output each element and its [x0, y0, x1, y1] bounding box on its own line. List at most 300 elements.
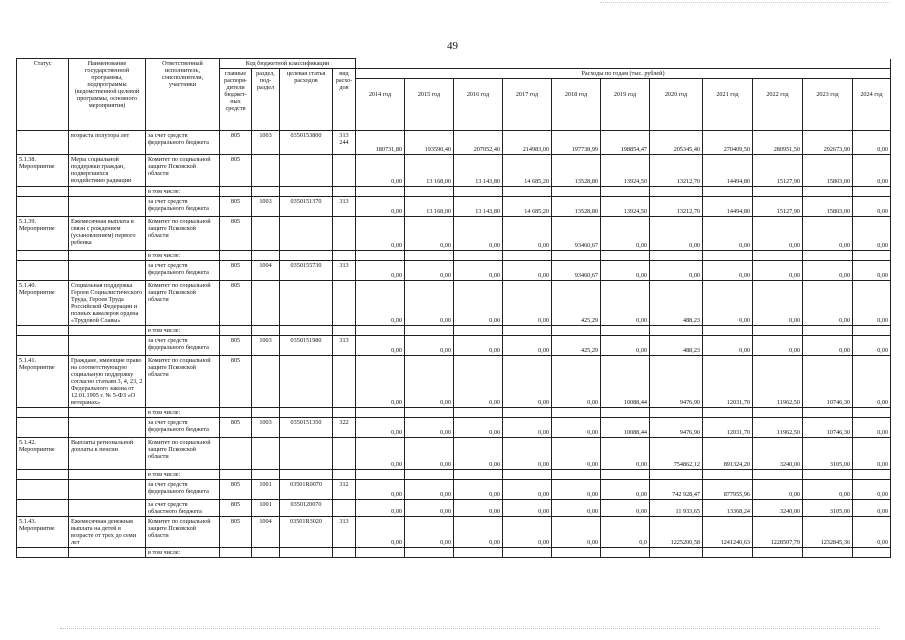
- value-cell: 0,00: [853, 356, 891, 408]
- value-cell: 0,00: [601, 281, 650, 326]
- status-cell: 5.1.42. Мероприятие: [17, 438, 69, 470]
- status-cell: 5.1.40. Мероприятие: [17, 281, 69, 326]
- value-cell: [601, 408, 650, 418]
- value-cell: 12031,70: [703, 418, 753, 438]
- header-year: 2020 год: [650, 79, 703, 131]
- value-cell: 13212,70: [650, 155, 703, 187]
- value-cell: [552, 548, 601, 558]
- status-cell: [17, 470, 69, 480]
- header-year: 2017 год: [503, 79, 552, 131]
- value-cell: 0,00: [703, 217, 753, 251]
- name-cell: [69, 197, 146, 217]
- header-expenses: Расходы по годам (тыс. рублей): [356, 69, 891, 79]
- value-cell: 15803,00: [803, 197, 853, 217]
- value-cell: 15127,90: [753, 155, 803, 187]
- value-cell: [356, 548, 405, 558]
- value-cell: [356, 187, 405, 197]
- value-cell: 0,00: [454, 281, 503, 326]
- value-cell: [853, 408, 891, 418]
- grbs-cell: [220, 187, 252, 197]
- value-cell: 0,00: [853, 155, 891, 187]
- value-cell: 0,00: [753, 336, 803, 356]
- value-cell: 0,00: [454, 336, 503, 356]
- responsible-cell: в том числе:: [146, 548, 220, 558]
- csr-cell: 0350120070: [280, 500, 333, 517]
- value-cell: [703, 326, 753, 336]
- value-cell: 9476,90: [650, 418, 703, 438]
- responsible-cell: за счет средств федерального бюджета: [146, 197, 220, 217]
- value-cell: 197738,99: [552, 131, 601, 155]
- value-cell: 15127,90: [753, 197, 803, 217]
- value-cell: [356, 470, 405, 480]
- value-cell: [753, 251, 803, 261]
- csr-cell: [280, 155, 333, 187]
- scan-artifact: [600, 2, 890, 4]
- value-cell: [552, 251, 601, 261]
- value-cell: 0,00: [405, 217, 454, 251]
- grbs-cell: [220, 251, 252, 261]
- value-cell: [703, 251, 753, 261]
- value-cell: 10746,30: [803, 356, 853, 408]
- value-cell: 0,00: [753, 480, 803, 500]
- status-cell: [17, 187, 69, 197]
- value-cell: 13368,24: [703, 500, 753, 517]
- rz-cell: [252, 408, 280, 418]
- value-cell: 0,00: [356, 418, 405, 438]
- value-cell: [601, 326, 650, 336]
- value-cell: 14 685,20: [503, 155, 552, 187]
- rz-cell: 1003: [252, 418, 280, 438]
- value-cell: 0,00: [753, 281, 803, 326]
- value-cell: [650, 251, 703, 261]
- vr-cell: [333, 281, 356, 326]
- value-cell: 0,00: [356, 197, 405, 217]
- name-cell: [69, 251, 146, 261]
- header-year: 2018 год: [552, 79, 601, 131]
- value-cell: 0,00: [356, 336, 405, 356]
- name-cell: [69, 336, 146, 356]
- value-cell: [803, 548, 853, 558]
- header-status: Статус: [17, 59, 69, 131]
- value-cell: [703, 408, 753, 418]
- page-number: 49: [447, 40, 458, 52]
- value-cell: [405, 470, 454, 480]
- value-cell: 0,00: [454, 517, 503, 548]
- status-cell: [17, 500, 69, 517]
- value-cell: [552, 187, 601, 197]
- csr-cell: [280, 470, 333, 480]
- value-cell: 0,00: [853, 500, 891, 517]
- value-cell: 13 143,80: [454, 197, 503, 217]
- value-cell: [703, 187, 753, 197]
- csr-cell: 03501R0070: [280, 480, 333, 500]
- csr-cell: [280, 281, 333, 326]
- value-cell: 0,00: [503, 418, 552, 438]
- name-cell: Граждане, имеющие право на соответствующую социальную поддержку согласно статьям 3, 4, 23, 2 Федерального закона от 12.01.1995 г. № 5-ФЗ «О ветеранах»: [69, 356, 146, 408]
- table-row: [17, 197, 891, 217]
- value-cell: 10746,30: [803, 418, 853, 438]
- value-cell: 0,00: [503, 480, 552, 500]
- vr-cell: 313: [333, 336, 356, 356]
- csr-cell: 0350153800: [280, 131, 333, 155]
- value-cell: [601, 470, 650, 480]
- table-row: [17, 480, 891, 500]
- value-cell: 0,00: [552, 480, 601, 500]
- table-row: [17, 261, 891, 281]
- value-cell: 10088,44: [601, 356, 650, 408]
- value-cell: [803, 251, 853, 261]
- value-cell: 0,00: [853, 261, 891, 281]
- value-cell: 0,00: [405, 261, 454, 281]
- value-cell: 0,00: [853, 217, 891, 251]
- name-cell: [69, 470, 146, 480]
- value-cell: [503, 470, 552, 480]
- value-cell: 13 168,00: [405, 155, 454, 187]
- value-cell: 0,00: [853, 336, 891, 356]
- value-cell: 0,00: [853, 480, 891, 500]
- responsible-cell: в том числе:: [146, 470, 220, 480]
- name-cell: Ежемесячная выплата в связи с рождением (усыновлением) первого ребенка: [69, 217, 146, 251]
- grbs-cell: 805: [220, 356, 252, 408]
- value-cell: 198854,47: [601, 131, 650, 155]
- status-cell: [17, 326, 69, 336]
- value-cell: [650, 187, 703, 197]
- value-cell: 0,00: [753, 217, 803, 251]
- table-row: [17, 217, 891, 251]
- header-year: 2024 год: [853, 79, 891, 131]
- vr-cell: [333, 155, 356, 187]
- value-cell: [503, 408, 552, 418]
- vr-cell: 313: [333, 261, 356, 281]
- responsible-cell: Комитет по социальной защите Псковской области: [146, 281, 220, 326]
- value-cell: [601, 548, 650, 558]
- value-cell: [405, 187, 454, 197]
- vr-cell: [333, 326, 356, 336]
- table-row: [17, 356, 891, 408]
- vr-cell: [333, 251, 356, 261]
- table-row: [17, 336, 891, 356]
- name-cell: [69, 480, 146, 500]
- grbs-cell: [220, 470, 252, 480]
- value-cell: 0,00: [454, 438, 503, 470]
- value-cell: 0,00: [753, 261, 803, 281]
- status-cell: [17, 336, 69, 356]
- grbs-cell: [220, 326, 252, 336]
- value-cell: 0,00: [405, 500, 454, 517]
- value-cell: 1225200,58: [650, 517, 703, 548]
- value-cell: 10088,44: [601, 418, 650, 438]
- value-cell: 0,00: [552, 500, 601, 517]
- name-cell: [69, 326, 146, 336]
- responsible-cell: за счет средств федерального бюджета: [146, 480, 220, 500]
- status-cell: 5.1.39. Мероприятие: [17, 217, 69, 251]
- csr-cell: 0350151370: [280, 197, 333, 217]
- table-row: [17, 517, 891, 548]
- value-cell: 742 928,47: [650, 480, 703, 500]
- vr-cell: 312: [333, 480, 356, 500]
- vr-cell: [333, 500, 356, 517]
- responsible-cell: Комитет по социальной защите Псковской области: [146, 356, 220, 408]
- vr-cell: 322: [333, 418, 356, 438]
- value-cell: 292673,90: [803, 131, 853, 155]
- value-cell: 0,00: [454, 217, 503, 251]
- value-cell: [650, 548, 703, 558]
- csr-cell: [280, 548, 333, 558]
- csr-cell: [280, 408, 333, 418]
- table-row: [17, 470, 891, 480]
- status-cell: [17, 480, 69, 500]
- table-row: [17, 500, 891, 517]
- responsible-cell: за счет средств областного бюджета: [146, 500, 220, 517]
- rz-cell: [252, 155, 280, 187]
- value-cell: 3105,00: [803, 438, 853, 470]
- value-cell: 0,00: [650, 261, 703, 281]
- status-cell: [17, 261, 69, 281]
- header-year: 2014 год: [356, 79, 405, 131]
- grbs-cell: 805: [220, 131, 252, 155]
- grbs-cell: 805: [220, 261, 252, 281]
- csr-cell: [280, 326, 333, 336]
- value-cell: 14494,80: [703, 155, 753, 187]
- value-cell: [503, 326, 552, 336]
- responsible-cell: в том числе:: [146, 326, 220, 336]
- value-cell: [753, 187, 803, 197]
- status-cell: 5.1.41. Мероприятие: [17, 356, 69, 408]
- vr-cell: [333, 548, 356, 558]
- status-cell: [17, 418, 69, 438]
- rz-cell: 1004: [252, 261, 280, 281]
- value-cell: [601, 187, 650, 197]
- value-cell: 0,00: [601, 480, 650, 500]
- value-cell: [601, 251, 650, 261]
- rz-cell: [252, 438, 280, 470]
- value-cell: 0,00: [405, 418, 454, 438]
- value-cell: [650, 326, 703, 336]
- rz-cell: 1001: [252, 480, 280, 500]
- header-grbs: главные распоря-дители бюджет-ных средств: [220, 69, 252, 131]
- value-cell: 0,00: [853, 281, 891, 326]
- rz-cell: 1003: [252, 336, 280, 356]
- header-kbk: Код бюджетной классификации: [220, 59, 356, 69]
- value-cell: 0,00: [650, 217, 703, 251]
- responsible-cell: в том числе:: [146, 408, 220, 418]
- table-row: [17, 131, 891, 155]
- vr-cell: [333, 438, 356, 470]
- rz-cell: 1003: [252, 131, 280, 155]
- value-cell: 877955,96: [703, 480, 753, 500]
- grbs-cell: 805: [220, 281, 252, 326]
- value-cell: 93460,67: [552, 261, 601, 281]
- value-cell: 1232845,36: [803, 517, 853, 548]
- value-cell: 13528,80: [552, 197, 601, 217]
- vr-cell: [333, 187, 356, 197]
- header-year: 2019 год: [601, 79, 650, 131]
- value-cell: 270409,50: [703, 131, 753, 155]
- responsible-cell: за счет средств федерального бюджета: [146, 336, 220, 356]
- value-cell: 0,00: [454, 480, 503, 500]
- grbs-cell: 805: [220, 197, 252, 217]
- value-cell: 0,00: [503, 261, 552, 281]
- vr-cell: 313: [333, 517, 356, 548]
- value-cell: [853, 251, 891, 261]
- value-cell: 214983,00: [503, 131, 552, 155]
- value-cell: 11 933,65: [650, 500, 703, 517]
- value-cell: 0,00: [803, 217, 853, 251]
- rz-cell: [252, 470, 280, 480]
- value-cell: [753, 326, 803, 336]
- name-cell: [69, 261, 146, 281]
- grbs-cell: 805: [220, 336, 252, 356]
- value-cell: 3240,00: [753, 500, 803, 517]
- value-cell: [853, 326, 891, 336]
- value-cell: 0,00: [503, 438, 552, 470]
- table-row: [17, 251, 891, 261]
- value-cell: 13924,50: [601, 155, 650, 187]
- name-cell: [69, 408, 146, 418]
- header-responsible: Ответственный исполнитель, соисполнители, участники: [146, 59, 220, 131]
- status-cell: [17, 408, 69, 418]
- value-cell: 0,00: [356, 480, 405, 500]
- responsible-cell: Комитет по социальной защите Псковской области: [146, 517, 220, 548]
- value-cell: [454, 408, 503, 418]
- header-vr: вид расхо-дов: [333, 69, 356, 131]
- value-cell: [803, 326, 853, 336]
- value-cell: 0,00: [552, 517, 601, 548]
- value-cell: 0,00: [703, 281, 753, 326]
- value-cell: 0,00: [356, 438, 405, 470]
- vr-cell: [333, 356, 356, 408]
- value-cell: [503, 187, 552, 197]
- value-cell: 0,00: [356, 217, 405, 251]
- value-cell: 0,00: [601, 261, 650, 281]
- table-row: [17, 155, 891, 187]
- table-row: [17, 281, 891, 326]
- value-cell: 0,00: [853, 438, 891, 470]
- header-year: 2022 год: [753, 79, 803, 131]
- value-cell: 0,00: [503, 336, 552, 356]
- value-cell: 13212,70: [650, 197, 703, 217]
- status-cell: [17, 197, 69, 217]
- value-cell: [803, 187, 853, 197]
- value-cell: 0,00: [601, 438, 650, 470]
- rz-cell: [252, 356, 280, 408]
- value-cell: [405, 548, 454, 558]
- rz-cell: [252, 326, 280, 336]
- value-cell: [753, 548, 803, 558]
- value-cell: 3240,00: [753, 438, 803, 470]
- value-cell: 0,00: [601, 217, 650, 251]
- value-cell: [853, 470, 891, 480]
- csr-cell: 0350151980: [280, 336, 333, 356]
- responsible-cell: в том числе:: [146, 187, 220, 197]
- grbs-cell: 805: [220, 500, 252, 517]
- value-cell: 0,00: [601, 500, 650, 517]
- value-cell: 0,00: [803, 261, 853, 281]
- csr-cell: [280, 356, 333, 408]
- value-cell: [454, 548, 503, 558]
- value-cell: 3105,00: [803, 500, 853, 517]
- value-cell: 11962,50: [753, 418, 803, 438]
- value-cell: 1241240,63: [703, 517, 753, 548]
- grbs-cell: 805: [220, 217, 252, 251]
- value-cell: 0,00: [405, 438, 454, 470]
- name-cell: Выплаты региональной доплаты к пенсии: [69, 438, 146, 470]
- value-cell: 0,00: [503, 500, 552, 517]
- value-cell: [552, 470, 601, 480]
- value-cell: 0,00: [405, 281, 454, 326]
- csr-cell: 03501R3020: [280, 517, 333, 548]
- value-cell: 0,00: [803, 336, 853, 356]
- responsible-cell: за счет средств федерального бюджета: [146, 131, 220, 155]
- value-cell: [454, 187, 503, 197]
- responsible-cell: за счет средств федерального бюджета: [146, 261, 220, 281]
- value-cell: 425,29: [552, 281, 601, 326]
- header-year: 2021 год: [703, 79, 753, 131]
- responsible-cell: в том числе:: [146, 251, 220, 261]
- value-cell: 0,00: [454, 418, 503, 438]
- value-cell: [853, 187, 891, 197]
- value-cell: [454, 251, 503, 261]
- value-cell: [405, 251, 454, 261]
- value-cell: [405, 326, 454, 336]
- status-cell: [17, 548, 69, 558]
- rz-cell: [252, 187, 280, 197]
- value-cell: 0,00: [853, 418, 891, 438]
- value-cell: [503, 548, 552, 558]
- scan-artifact: [60, 628, 880, 631]
- value-cell: 205345,40: [650, 131, 703, 155]
- value-cell: 0,00: [405, 480, 454, 500]
- value-cell: 193590,40: [405, 131, 454, 155]
- value-cell: [454, 326, 503, 336]
- csr-cell: 0350155730: [280, 261, 333, 281]
- value-cell: [650, 408, 703, 418]
- value-cell: [356, 251, 405, 261]
- rz-cell: [252, 251, 280, 261]
- name-cell: [69, 187, 146, 197]
- value-cell: [405, 408, 454, 418]
- table-row: [17, 438, 891, 470]
- value-cell: 0,00: [853, 197, 891, 217]
- value-cell: 0,00: [601, 336, 650, 356]
- value-cell: [454, 470, 503, 480]
- grbs-cell: 805: [220, 155, 252, 187]
- value-cell: [753, 408, 803, 418]
- name-cell: Меры социальной поддержки граждан, подвергшихся воздействию радиации: [69, 155, 146, 187]
- value-cell: 0,00: [356, 155, 405, 187]
- value-cell: 754862,12: [650, 438, 703, 470]
- value-cell: 488,23: [650, 336, 703, 356]
- rz-cell: 1003: [252, 197, 280, 217]
- table-row: [17, 408, 891, 418]
- value-cell: 0,00: [356, 281, 405, 326]
- value-cell: [503, 251, 552, 261]
- table-row: [17, 418, 891, 438]
- header-name: Наименование государственной программы, подпрограммы (ведомственной целевой программы, основного мероприятия): [69, 59, 146, 131]
- value-cell: 12031,70: [703, 356, 753, 408]
- csr-cell: 0350151350: [280, 418, 333, 438]
- csr-cell: [280, 438, 333, 470]
- value-cell: 0,00: [454, 356, 503, 408]
- value-cell: 0,00: [503, 356, 552, 408]
- vr-cell: [333, 217, 356, 251]
- responsible-cell: Комитет по социальной защите Псковской области: [146, 217, 220, 251]
- table-row: [17, 548, 891, 558]
- grbs-cell: [220, 548, 252, 558]
- value-cell: 13 168,00: [405, 197, 454, 217]
- vr-cell: [333, 470, 356, 480]
- rz-cell: [252, 217, 280, 251]
